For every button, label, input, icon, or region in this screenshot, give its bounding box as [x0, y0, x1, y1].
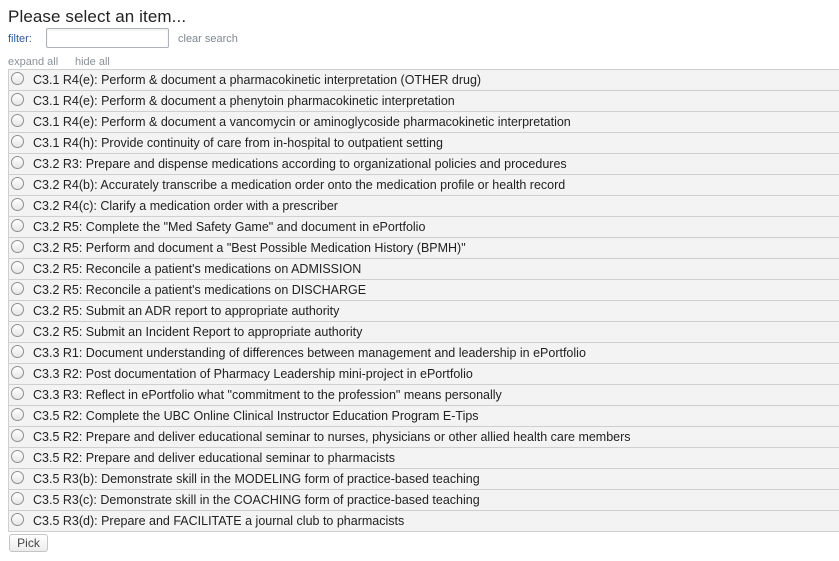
list-item-label: C3.2 R4(b): Accurately transcribe a medication order onto the medication profile or health record [33, 178, 566, 192]
radio-button[interactable] [11, 282, 24, 295]
list-item-label: C3.2 R5: Submit an Incident Report to appropriate authority [33, 325, 363, 339]
list-item[interactable] [8, 511, 839, 532]
radio-button[interactable] [11, 114, 24, 127]
list-item-label: C3.2 R5: Submit an ADR report to appropriate authority [33, 304, 340, 318]
radio-button[interactable] [11, 240, 24, 253]
list-item-label: C3.3 R2: Post documentation of Pharmacy Leadership mini-project in ePortfolio [33, 367, 473, 381]
radio-button[interactable] [11, 93, 24, 106]
list-item-label: C3.5 R2: Complete the UBC Online Clinical Instructor Education Program E-Tips [33, 409, 479, 423]
list-item-label: C3.5 R2: Prepare and deliver educational seminar to pharmacists [33, 451, 395, 465]
radio-button[interactable] [11, 513, 24, 526]
radio-button[interactable] [11, 135, 24, 148]
list-item[interactable] [8, 385, 839, 406]
list-item[interactable] [8, 448, 839, 469]
list-item[interactable] [8, 322, 839, 343]
list-item[interactable] [8, 490, 839, 511]
list-item-label: C3.2 R5: Complete the "Med Safety Game" and document in ePortfolio [33, 220, 426, 234]
list-item-label: C3.1 R4(h): Provide continuity of care from in-hospital to outpatient setting [33, 136, 443, 150]
radio-button[interactable] [11, 345, 24, 358]
radio-button[interactable] [11, 387, 24, 400]
radio-button[interactable] [11, 408, 24, 421]
filter-label: filter: [8, 33, 32, 45]
filter-input[interactable] [46, 28, 169, 48]
list-item-label: C3.2 R5: Reconcile a patient's medications on DISCHARGE [33, 283, 367, 297]
page-title: Please select an item... [8, 7, 187, 26]
radio-button[interactable] [11, 366, 24, 379]
list-item[interactable] [8, 301, 839, 322]
radio-button[interactable] [11, 471, 24, 484]
pick-button[interactable]: Pick [9, 534, 48, 552]
list-item-label: C3.2 R3: Prepare and dispense medications according to organizational policies and procedures [33, 157, 567, 171]
list-item[interactable] [8, 70, 839, 91]
list-item-label: C3.5 R2: Prepare and deliver educational seminar to nurses, physicians or other allied health care members [33, 430, 631, 444]
list-item[interactable] [8, 364, 839, 385]
list-item[interactable] [8, 154, 839, 175]
radio-button[interactable] [11, 303, 24, 316]
radio-button[interactable] [11, 450, 24, 463]
radio-button[interactable] [11, 219, 24, 232]
list-item-label: C3.5 R3(b): Demonstrate skill in the MODELING form of practice-based teaching [33, 472, 480, 486]
list-item-label: C3.3 R1: Document understanding of differences between management and leadership in ePortfolio [33, 346, 586, 360]
list-item-label: C3.1 R4(e): Perform & document a phenytoin pharmacokinetic interpretation [33, 94, 455, 108]
list-item[interactable] [8, 259, 839, 280]
list-item[interactable] [8, 406, 839, 427]
list-item[interactable] [8, 133, 839, 154]
list-item[interactable] [8, 343, 839, 364]
list-item[interactable] [8, 196, 839, 217]
radio-button[interactable] [11, 177, 24, 190]
list-item-label: C3.3 R3: Reflect in ePortfolio what "commitment to the profession" means personally [33, 388, 502, 402]
list-item[interactable] [8, 217, 839, 238]
list-item[interactable] [8, 91, 839, 112]
hide-all-link[interactable]: hide all [75, 56, 110, 68]
list-item[interactable] [8, 280, 839, 301]
radio-button[interactable] [11, 72, 24, 85]
list-item[interactable] [8, 427, 839, 448]
item-list [8, 69, 839, 532]
list-item-label: C3.2 R5: Reconcile a patient's medications on ADMISSION [33, 262, 362, 276]
radio-button[interactable] [11, 324, 24, 337]
list-item[interactable] [8, 469, 839, 490]
list-item[interactable] [8, 238, 839, 259]
list-item-label: C3.2 R5: Perform and document a "Best Possible Medication History (BPMH)" [33, 241, 466, 255]
list-item[interactable] [8, 175, 839, 196]
radio-button[interactable] [11, 261, 24, 274]
list-item-label: C3.2 R4(c): Clarify a medication order with a prescriber [33, 199, 338, 213]
list-item-label: C3.1 R4(e): Perform & document a vancomycin or aminoglycoside pharmacokinetic interpretation [33, 115, 571, 129]
clear-search-link[interactable]: clear search [178, 33, 238, 45]
list-item-label: C3.1 R4(e): Perform & document a pharmacokinetic interpretation (OTHER drug) [33, 73, 482, 87]
radio-button[interactable] [11, 198, 24, 211]
expand-all-link[interactable]: expand all [8, 56, 59, 68]
radio-button[interactable] [11, 429, 24, 442]
list-item-label: C3.5 R3(d): Prepare and FACILITATE a journal club to pharmacists [33, 514, 405, 528]
radio-button[interactable] [11, 492, 24, 505]
radio-button[interactable] [11, 156, 24, 169]
list-item-label: C3.5 R3(c): Demonstrate skill in the COACHING form of practice-based teaching [33, 493, 480, 507]
list-item[interactable] [8, 112, 839, 133]
